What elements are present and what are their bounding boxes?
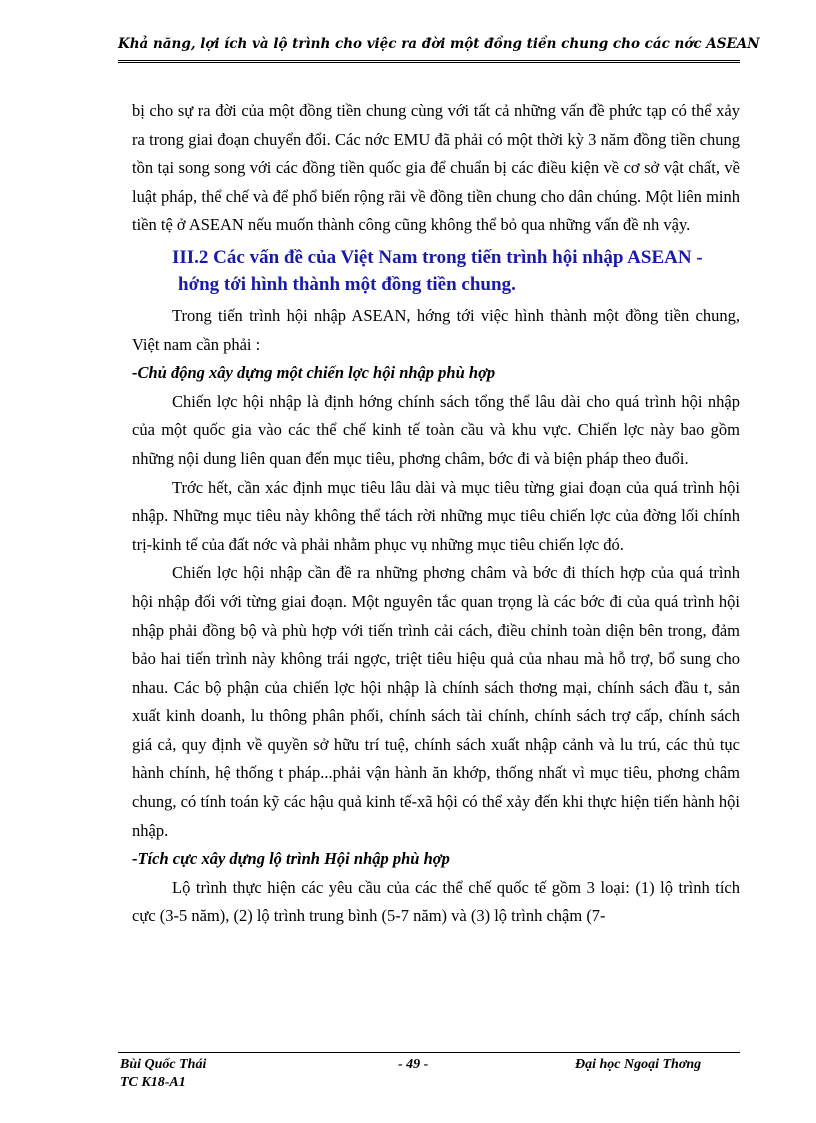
paragraph: Trong tiến trình hội nhập ASEAN, hớng tới việc hình thành một đồng tiền chung, Việt nam cần phải : xyxy=(132,305,740,354)
paragraph: Lộ trình thực hiện các yêu cầu của các thể chế quốc tế gồm 3 loại: (1) lộ trình tích cực (3-5 năm), (2) lộ trình trung bình (5-7 năm) và (3) lộ trình chậm (7- xyxy=(132,877,740,926)
paragraph: Trớc hết, cần xác định mục tiêu lâu dài và mục tiêu từng giai đoạn của quá trình hội nhập. Những mục tiêu này không thể tách rời những mục tiêu chiến lợc của đờng lối chính trị-kinh tế của đất nớc và phải nhằm phục vụ những mục tiêu chiến lợc đó. xyxy=(132,477,740,554)
page-body xyxy=(132,97,740,931)
paragraph: bị cho sự ra đời của một đồng tiền chung cùng với tất cả những vấn đề phức tạp có thể xảy ra trong giai đoạn chuyển đổi. Các nớc EMU đã phải có một thời kỳ 3 năm đồng tiền chung tồn tại song song với các đồng tiền quốc gia để chuẩn bị các điều kiện về cơ sở vật chất, về luật pháp, thể chế và để phổ biến rộng rãi về đồng tiền chung cho dân chúng. Một liên minh tiền tệ ở ASEAN nếu muốn thành công cũng không thể bỏ qua những vấn đề nh vậy. xyxy=(132,101,740,235)
paragraph: Chiến lợc hội nhập là định hớng chính sách tổng thể lâu dài cho quá trình hội nhập của một quốc gia vào các thể chế kinh tế toàn cầu và khu vực. Chiến lợc này bao gồm những nội dung liên quan đến mục tiêu, phơng châm, bớc đi và biện pháp theo đuổi. xyxy=(132,391,740,468)
running-header: Khả năng, lợi ích và lộ trình cho việc ra đời một đồng tiền chung cho các nớc ASEAN xyxy=(118,36,760,52)
section-heading xyxy=(172,244,740,298)
section-heading-line1: III.2 Các vấn đề của Việt Nam trong tiến trình hội nhập ASEAN - xyxy=(172,246,703,268)
footer-author-block xyxy=(120,1056,206,1092)
page-number: - 49 - xyxy=(398,1057,429,1072)
footer-rule xyxy=(118,1052,740,1053)
subheading: -Chủ động xây dựng một chiến lợc hội nhập phù hợp xyxy=(132,363,496,383)
header-rule xyxy=(118,60,740,63)
footer-class: TC K18-A1 xyxy=(120,1075,186,1090)
paragraph: Chiến lợc hội nhập cần đề ra những phơng châm và bớc đi thích hợp của quá trình hội nhập đối với từng giai đoạn. Một nguyên tắc quan trọng là các bớc đi của quá trình hội nhập phải đồng bộ và phù hợp với tiến trình cải cách, điều chỉnh toàn diện bên trong, đảm bảo hai tiến trình này không trái ngợc, triệt tiêu hiệu quả của nhau mà hỗ trợ, bổ sung cho nhau. Các bộ phận của chiến lợc hội nhập là chính sách thơng mại, chính sách đầu t, sản xuất kinh doanh, lu thông phân phối, chính sách tài chính, chính sách trợ cấp, chính sách giá cả, quy định về quyền sở hữu trí tuệ, chính sách xuất nhập cảnh và lu trú, các thủ tục hành chính, hệ thống t pháp...phải vận hành ăn khớp, thống nhất vì mục tiêu, phơng châm chung, có tính toán kỹ các hậu quả kinh tế-xã hội có thể xảy đến khi thực hiện tiến hành hội nhập. xyxy=(132,563,740,840)
section-heading-line2: hớng tới hình thành một đồng tiền chung. xyxy=(178,273,516,295)
subheading: -Tích cực xây dựng lộ trình Hội nhập phù hợp xyxy=(132,849,450,869)
footer-author: Bùi Quốc Thái xyxy=(120,1057,207,1072)
footer-school: Đại học Ngoại Thơng xyxy=(575,1057,702,1072)
